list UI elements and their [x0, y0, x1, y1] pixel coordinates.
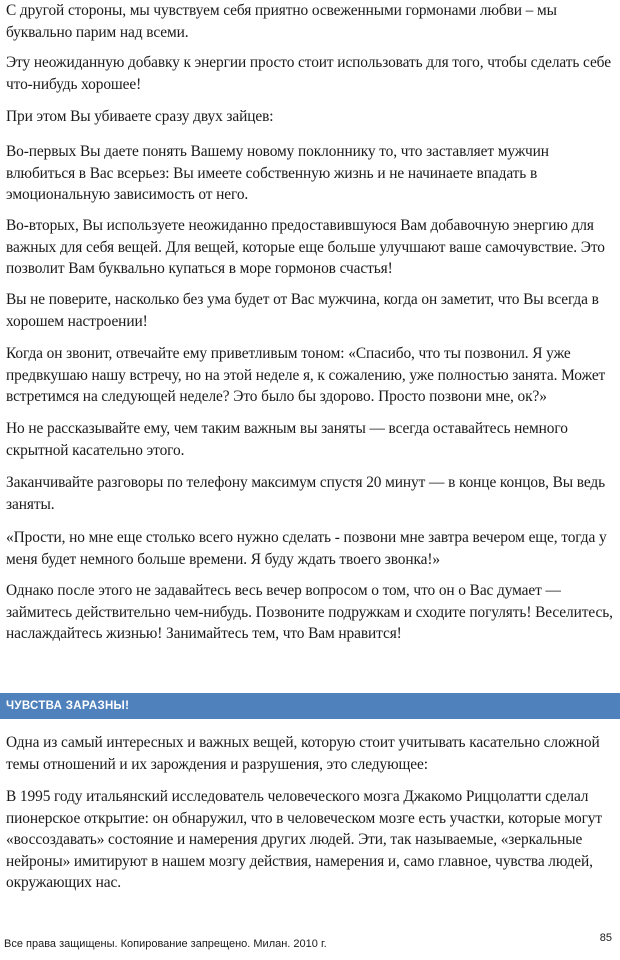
paragraph-5: Во-вторых, Вы используете неожиданно предоставившуюся Вам добавочную энергию для важных для себя вещей. Для вещей, которые еще больше улучшают ваше самочувствие. Это позволит Вам буквально купаться в море гормонов счастья! — [6, 217, 605, 277]
section-header-bar — [0, 693, 620, 719]
footer-copyright: Все права защищены. Копирование запрещено. Милан. 2010 г. — [4, 938, 327, 950]
paragraph-11: Одна из самый интересных и важных вещей, которую стоит учитывать касательно сложной темы отношений и их зарождения и разрушения, это следующее: — [6, 734, 600, 773]
paragraph-3: При этом Вы убиваете сразу двух зайцев: — [6, 108, 274, 125]
paragraph-9: Заканчивайте разговоры по телефону максимум спустя 20 минут — в конце концов, Вы ведь заняты. — [6, 474, 606, 513]
paragraph-quote: «Прости, но мне еще столько всего нужно сделать - позвони мне завтра вечером еще, тогда у меня будет немного больше времени. Я буду ждать твоего звонка!» — [6, 529, 607, 568]
paragraph-6: Вы не поверите, насколько без ума будет от Вас мужчина, когда он заметит, что Вы всегда в хорошем настроении! — [6, 291, 599, 330]
paragraph-8: Но не рассказывайте ему, чем таким важным вы заняты — всегда оставайтесь немного скрытной касательно этого. — [6, 420, 568, 459]
paragraph-12: В 1995 году итальянский исследователь человеческого мозга Джакомо Риццолатти сделал пионерское открытие: он обнаружил, что в человеческом мозге есть участки, которые могут «воссоздавать» состояние и намерения других людей. Эти, так называемые, «зеркальные нейроны» имитируют в нашем мозгу действия, намерения и, само главное, чувства людей, окружающих нас. — [6, 788, 602, 891]
page-number: 85 — [599, 932, 612, 944]
paragraph-2: Эту неожиданную добавку к энергии просто стоит использовать для того, чтобы сделать себе что-нибудь хорошее! — [6, 54, 611, 93]
paragraph-4: Во-первых Вы даете понять Вашему новому поклоннику то, что заставляет мужчин влюбиться в Вас всерьез: Вы имеете собственную жизнь и не начинаете впадать в эмоциональную зависимость от него. — [6, 143, 549, 203]
paragraph-7: Когда он звонит, отвечайте ему приветливым тоном: «Спасибо, что ты позвонил. Я уже предвкушаю нашу встречу, но на этой неделе я, к сожалению, уже полностью занята. Может встретимся на следующей неделе? Это было бы здорово. Просто позвони мне, ок?» — [6, 345, 606, 405]
section-title: ЧУВСТВА ЗАРАЗНЫ! — [6, 700, 130, 712]
paragraph-1: С другой стороны, мы чувствуем себя приятно освеженными гормонами любви – мы буквально парим над всеми. — [6, 2, 557, 41]
paragraph-10: Однако после этого не задавайтесь весь вечер вопросом о том, что он о Вас думает — займитесь действительно чем-нибудь. Позвоните подружкам и сходите погулять! Веселитесь, наслаждайтесь жизнью! Занимайтесь тем, что Вам нравится! — [6, 582, 613, 642]
